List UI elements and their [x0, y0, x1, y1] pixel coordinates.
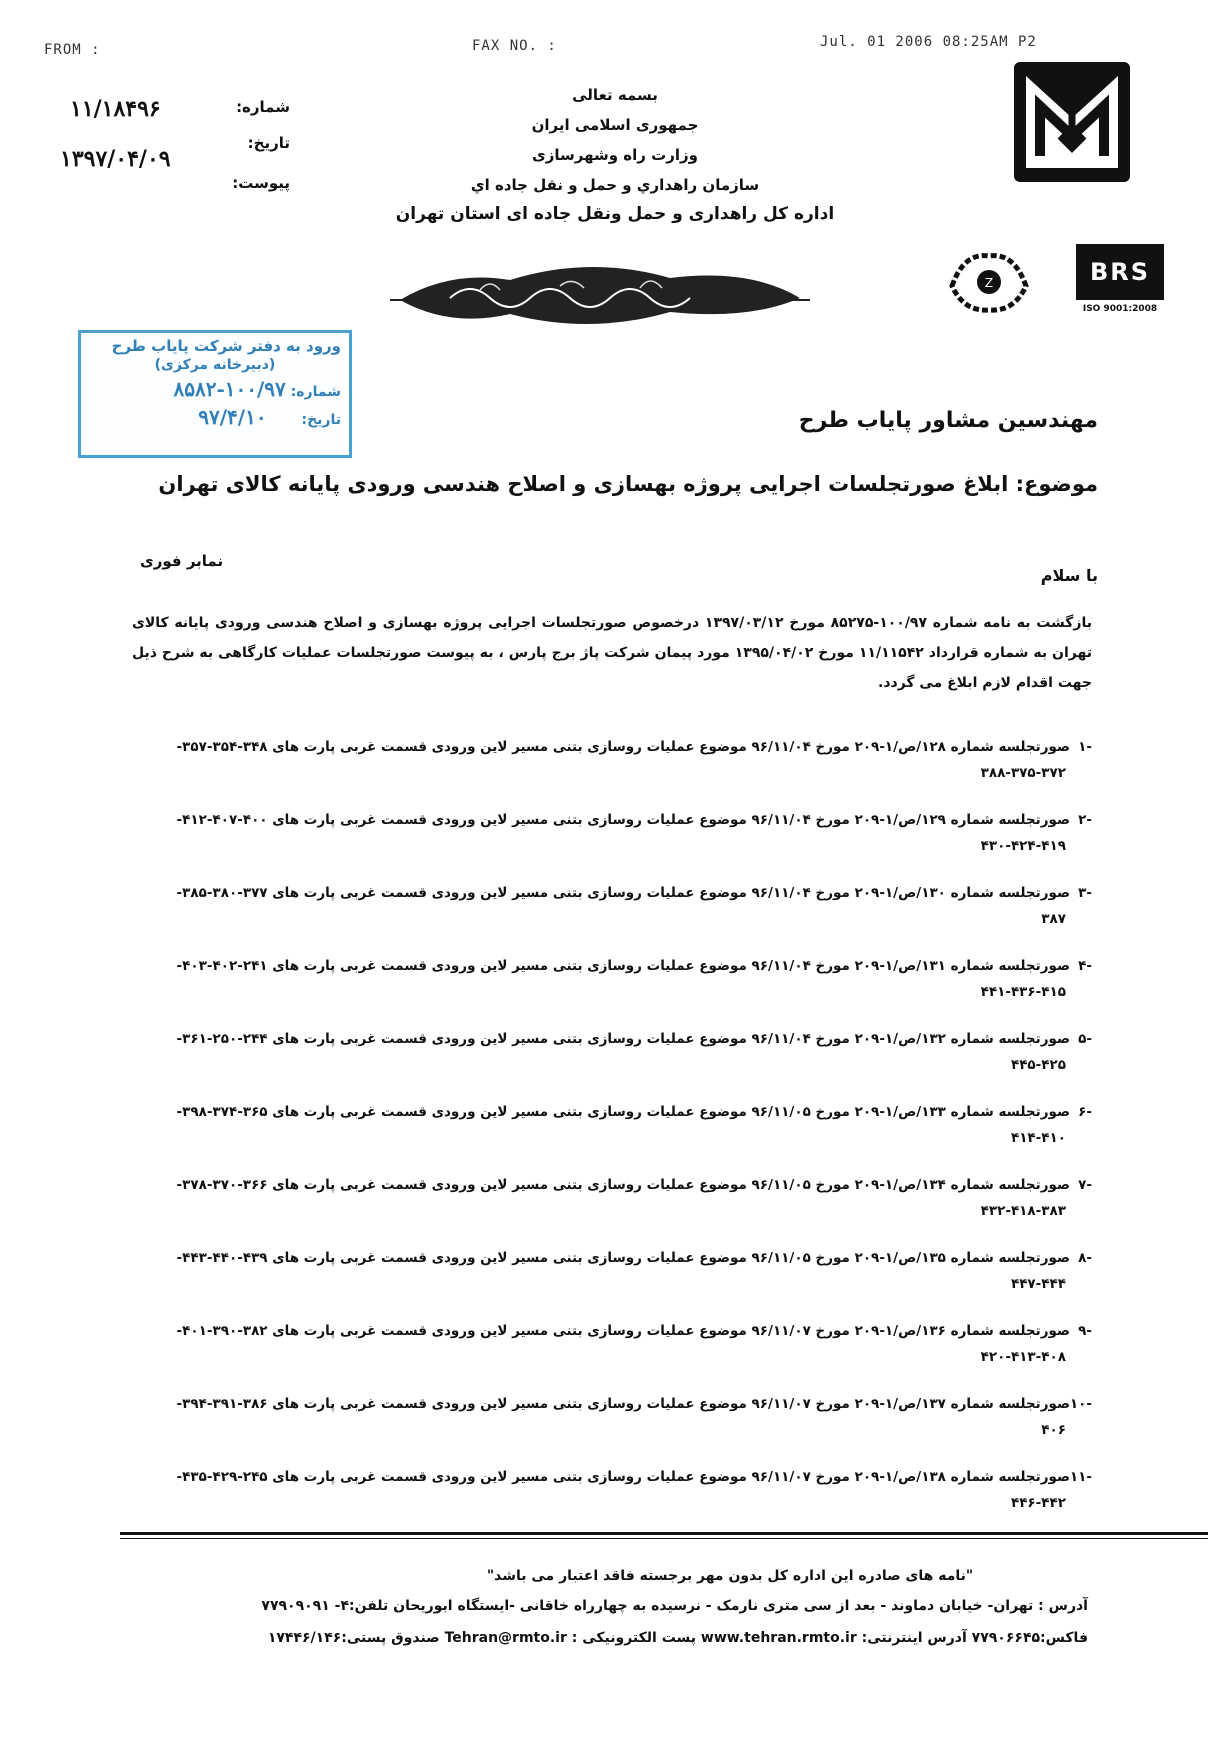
list-item: [132, 1464, 1092, 1537]
list-item: [132, 880, 1092, 953]
attachment-label: پیوست:: [232, 174, 290, 192]
fax-number: FAX NO. :: [472, 38, 557, 54]
list-item-text: صورتجلسه شماره ۱۳۴/ص/۱-۲۰۹ مورخ ۹۶/۱۱/۰۵ موضوع عملیات روسازی بتنی مسیر لاین ورودی قسمت غربی پارت های ۳۶۶-۳۷۰-۳۷۸-: [176, 1177, 1070, 1193]
list-item-number: -۵: [1078, 1031, 1092, 1047]
list-item-text: صورتجلسه شماره ۱۳۱/ص/۱-۲۰۹ مورخ ۹۶/۱۱/۰۴ موضوع عملیات روسازی بتنی مسیر لاین ورودی قسمت غربی پارت های ۲۴۱-۴۰۲-۴۰۳-: [176, 958, 1070, 974]
number-value: ۱۱/۱۸۴۹۶: [70, 96, 161, 122]
stamp-date-label: تاریخ:: [301, 412, 341, 428]
list-item-text: صورتجلسه شماره ۱۳۰/ص/۱-۲۰۹ مورخ ۹۶/۱۱/۰۴ موضوع عملیات روسازی بتنی مسیر لاین ورودی قسمت غربی پارت های ۳۷۷-۳۸۰-۳۸۵-: [176, 885, 1070, 901]
list-item: [132, 1172, 1092, 1245]
list-item-text: صورتجلسه شماره ۱۲۸/ص/۱-۲۰۹ مورخ ۹۶/۱۱/۰۴ موضوع عملیات روسازی بتنی مسیر لاین ورودی قسمت غربی پارت های ۳۴۸-۳۵۴-۳۵۷-: [176, 739, 1070, 755]
recipient: مهندسین مشاور پایاب طرح: [798, 408, 1098, 433]
quality-emblem-icon: [944, 246, 1034, 318]
stamp-number-value: ۱۰۰/۹۷-۸۵۸۲: [173, 377, 286, 401]
list-item: [132, 807, 1092, 880]
list-item: [132, 1245, 1092, 1318]
footer-notice: "نامه های صادره این اداره کل بدون مهر برجسته فاقد اعتبار می باشد": [486, 1568, 974, 1584]
fax-datetime: Jul. 01 2006 08:25AM P2: [820, 34, 1037, 50]
cert-mark: BRS: [1076, 244, 1164, 300]
letterhead-organization: سازمان راهداري و حمل و نقل جاده اي: [470, 176, 760, 194]
list-item-number: -۱۱: [1069, 1469, 1092, 1485]
subject: موضوع: ابلاغ صورتجلسات اجرایی پروژه بهسازی و اصلاح هندسی ورودی پایانه کالای تهران: [158, 472, 1098, 496]
list-item-continuation: ۴۴۵-۴۲۵: [1010, 1057, 1066, 1073]
list-item: [132, 1026, 1092, 1099]
list-item-text: صورتجلسه شماره ۱۳۸/ص/۱-۲۰۹ مورخ ۹۶/۱۱/۰۷ موضوع عملیات روسازی بتنی مسیر لاین ورودی قسمت غربی پارت های ۲۴۵-۴۲۹-۴۳۵-: [176, 1469, 1070, 1485]
stamp-subtitle: (دبیرخانه مرکزی): [154, 357, 276, 373]
list-item-text: صورتجلسه شماره ۱۳۷/ص/۱-۲۰۹ مورخ ۹۶/۱۱/۰۷ موضوع عملیات روسازی بتنی مسیر لاین ورودی قسمت غربی پارت های ۳۸۶-۳۹۱-۳۹۴-: [176, 1396, 1070, 1412]
date-value: ۱۳۹۷/۰۴/۰۹: [60, 146, 171, 172]
list-item-number: -۶: [1078, 1104, 1092, 1120]
list-item-continuation: ۴۲۰-۴۱۳-۴۰۸: [980, 1349, 1066, 1365]
list-item-continuation: ۳۸۷: [1041, 911, 1066, 927]
list-item-continuation: ۴۱۴-۴۱۰: [1010, 1130, 1066, 1146]
list-item: [132, 1099, 1092, 1172]
stamp-date-row: [89, 405, 341, 429]
bismillah: بسمه تعالی: [572, 86, 658, 104]
footer-address: آدرس : تهران- خیابان دماوند - بعد از سی متری نارمک - نرسیده به چهارراه خاقانی -ایستگاه ابوریحان تلفن:۴- ۷۷۹۰۹۰۹۱: [261, 1598, 1088, 1614]
list-item: [132, 1318, 1092, 1391]
list-item-continuation: ۴۴۶-۴۴۲: [1010, 1495, 1066, 1511]
iso-label: ISO 9001:2008: [1082, 304, 1158, 314]
list-item-number: -۱۰: [1069, 1396, 1092, 1412]
letterhead-country: جمهوری اسلامی ایران: [531, 116, 699, 134]
list-item-continuation: ۴۰۶: [1041, 1422, 1066, 1438]
list-item-text: صورتجلسه شماره ۱۳۶/ص/۱-۲۰۹ مورخ ۹۶/۱۱/۰۷ موضوع عملیات روسازی بتنی مسیر لاین ورودی قسمت غربی پارت های ۳۸۲-۳۹۰-۴۰۱-: [176, 1323, 1070, 1339]
number-label: شماره:: [236, 98, 290, 116]
body-paragraph: بازگشت به نامه شماره ۱۰۰/۹۷-۸۵۲۷۵ مورخ ۱۳۹۷/۰۳/۱۲ درخصوص صورتجلسات اجرایی پروژه بهسازی و اصلاح هندسی ورودی پایانه کالای تهران به شماره قرارداد ۱۱/۱۱۵۴۲ مورخ ۱۳۹۵/۰۴/۰۲ مورد پیمان شرکت پاژ برج پارس ، به پیوست صورتجلسات عملیات کارگاهی به شرح ذیل جهت اقدام لازم ابلاغ می گردد.: [132, 615, 1093, 691]
list-item-number: -۴: [1078, 958, 1092, 974]
calligraphy-banner: [390, 250, 810, 340]
greeting: با سلام: [1040, 566, 1098, 585]
list-item-text: صورتجلسه شماره ۱۳۲/ص/۱-۲۰۹ مورخ ۹۶/۱۱/۰۴ موضوع عملیات روسازی بتنی مسیر لاین ورودی قسمت غربی پارت های ۲۴۴-۲۵۰-۳۶۱-: [176, 1031, 1070, 1047]
letterhead-department: اداره کل راهداری و حمل ونقل جاده ای استان تهران: [395, 204, 835, 224]
ministry-logo-icon: [1010, 56, 1134, 188]
list-item-number: -۸: [1078, 1250, 1092, 1266]
list-item-number: -۲: [1078, 812, 1092, 828]
letterhead-ministry: وزارت راه وشهرسازی: [532, 146, 698, 164]
list-item-text: صورتجلسه شماره ۱۳۳/ص/۱-۲۰۹ مورخ ۹۶/۱۱/۰۵ موضوع عملیات روسازی بتنی مسیر لاین ورودی قسمت غربی پارت های ۳۶۵-۳۷۴-۳۹۸-: [176, 1104, 1070, 1120]
minutes-list: [132, 734, 1092, 1537]
list-item: [132, 1391, 1092, 1464]
list-item-continuation: ۴۳۰-۴۲۴-۴۱۹: [980, 838, 1066, 854]
urgent-fax-label: نمابر فوری: [140, 552, 224, 570]
list-item-continuation: ۳۸۸-۳۷۵-۳۷۲: [980, 765, 1066, 781]
date-label: تاریخ:: [247, 134, 290, 152]
list-item: [132, 734, 1092, 807]
stamp-title: ورود به دفتر شرکت پایاب طرح: [111, 337, 341, 355]
stamp-number-label: شماره:: [290, 384, 341, 400]
list-item: [132, 953, 1092, 1026]
stamp-number-row: [89, 377, 341, 401]
list-item-continuation: ۴۴۱-۴۳۶-۴۱۵: [980, 984, 1066, 1000]
list-item-continuation: ۴۳۲-۴۱۸-۳۸۳: [980, 1203, 1066, 1219]
list-item-text: صورتجلسه شماره ۱۲۹/ص/۱-۲۰۹ مورخ ۹۶/۱۱/۰۴ موضوع عملیات روسازی بتنی مسیر لاین ورودی قسمت غربی پارت های ۴۰۰-۴۰۷-۴۱۲-: [176, 812, 1070, 828]
list-item-number: -۹: [1078, 1323, 1092, 1339]
received-stamp: [78, 330, 352, 458]
letter-meta: [60, 96, 290, 206]
list-item-number: -۱: [1078, 739, 1092, 755]
letterhead: [390, 86, 840, 224]
footer-rule-thin: [120, 1538, 1208, 1539]
iso-certification-icon: [1076, 244, 1164, 322]
stamp-date-value: ۹۷/۴/۱۰: [198, 405, 267, 429]
list-item-number: -۷: [1078, 1177, 1092, 1193]
list-item-continuation: ۴۴۷-۴۴۴: [1010, 1276, 1066, 1292]
fax-from: FROM :: [44, 42, 101, 58]
footer-rule-thick: [120, 1532, 1208, 1535]
list-item-number: -۳: [1078, 885, 1092, 901]
footer-contact: فاکس:۷۷۹۰۶۶۴۵ آدرس اینترنتی: www.tehran.rmto.ir پست الکترونیکی : Tehran@rmto.ir صندوق پستی:۱۷۴۴۶/۱۴۶: [267, 1630, 1088, 1646]
svg-text:Z: Z: [984, 276, 994, 290]
list-item-text: صورتجلسه شماره ۱۳۵/ص/۱-۲۰۹ مورخ ۹۶/۱۱/۰۵ موضوع عملیات روسازی بتنی مسیر لاین ورودی قسمت غربی پارت های ۴۳۹-۴۴۰-۴۴۳-: [176, 1250, 1070, 1266]
